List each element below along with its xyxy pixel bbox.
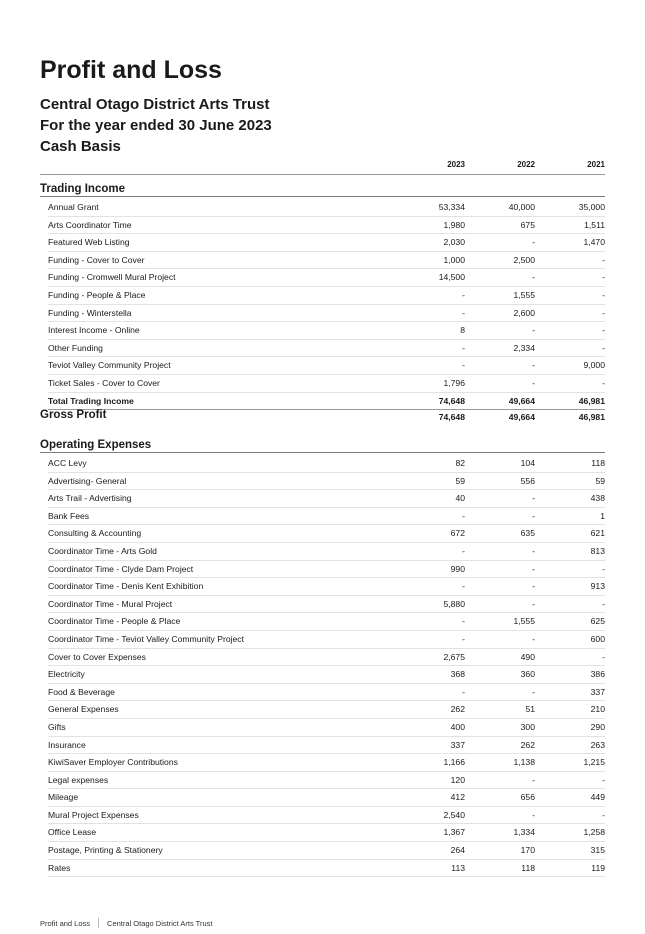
- table-row: [48, 666, 605, 684]
- value-2023: -: [462, 510, 465, 521]
- table-row: [48, 842, 605, 860]
- value-2023: 412: [450, 792, 465, 803]
- value-2022: -: [532, 377, 535, 388]
- value-2023: 8: [460, 325, 465, 336]
- value-2023: 2,030: [443, 237, 465, 248]
- row-label: Coordinator Time - People & Place: [48, 616, 181, 627]
- value-2022: -: [532, 581, 535, 592]
- table-row: [48, 473, 605, 491]
- row-label: Cover to Cover Expenses: [48, 651, 146, 662]
- gross-profit-2022: 49,664: [508, 412, 535, 422]
- table-row: [48, 305, 605, 323]
- row-label: Rates: [48, 862, 71, 873]
- value-2023: -: [462, 616, 465, 627]
- value-2021: -: [602, 563, 605, 574]
- organisation-name: Central Otago District Arts Trust: [40, 96, 270, 113]
- row-label: Funding - Cover to Cover: [48, 254, 145, 265]
- value-2022: 2,334: [513, 342, 535, 353]
- table-row: [48, 860, 605, 878]
- row-label: Funding - People & Place: [48, 289, 146, 300]
- value-2022: 262: [520, 739, 535, 750]
- value-2022: 675: [520, 219, 535, 230]
- table-row: [48, 252, 605, 270]
- value-2023: -: [462, 545, 465, 556]
- footer-organisation: Central Otago District Arts Trust: [107, 919, 213, 928]
- value-2022: -: [532, 686, 535, 697]
- table-row: [48, 631, 605, 649]
- table-row: [48, 561, 605, 579]
- table-row: [48, 455, 605, 473]
- value-2023: 40: [455, 493, 465, 504]
- table-row: [48, 508, 605, 526]
- value-2021: 813: [590, 545, 605, 556]
- value-2022: 1,138: [513, 757, 535, 768]
- value-2021: 1,470: [583, 237, 605, 248]
- table-row: [48, 490, 605, 508]
- value-2023: 1,166: [443, 757, 465, 768]
- value-2023: -: [462, 289, 465, 300]
- table-row: [48, 199, 605, 217]
- value-2021: 1: [600, 510, 605, 521]
- value-2023: 2,540: [443, 809, 465, 820]
- table-row: [48, 824, 605, 842]
- table-row: [48, 269, 605, 287]
- table-row: [48, 340, 605, 358]
- value-2021: -: [602, 289, 605, 300]
- value-2022: -: [532, 272, 535, 283]
- value-2022: -: [532, 633, 535, 644]
- report-basis: Cash Basis: [40, 138, 121, 155]
- row-label: Office Lease: [48, 827, 97, 838]
- value-2023: -: [462, 686, 465, 697]
- value-2021: 118: [591, 458, 605, 468]
- value-2021: 35,000: [578, 202, 605, 212]
- row-label: KiwiSaver Employer Contributions: [48, 757, 178, 768]
- row-label: Arts Trail - Advertising: [48, 493, 132, 504]
- row-label: Coordinator Time - Arts Gold: [48, 545, 157, 556]
- footer-report-name: Profit and Loss: [40, 919, 91, 928]
- value-2022: -: [532, 774, 535, 785]
- row-label: Gifts: [48, 721, 66, 732]
- value-2023: 53,334: [438, 202, 465, 212]
- row-label: Mileage: [48, 792, 79, 803]
- row-label: Electricity: [48, 669, 85, 680]
- value-2021: 625: [590, 616, 605, 627]
- row-label: Food & Beverage: [48, 686, 115, 697]
- value-2021: 337: [590, 686, 605, 697]
- value-2021: 210: [590, 704, 605, 715]
- total-2021: 46,981: [578, 395, 605, 406]
- value-2021: -: [602, 651, 605, 662]
- row-label: Funding - Winterstella: [48, 307, 132, 318]
- table-row: [48, 543, 605, 561]
- gross-profit-label: Gross Profit: [40, 409, 107, 421]
- value-2022: 104: [520, 458, 535, 468]
- value-2021: 386: [590, 669, 605, 680]
- value-2023: -: [462, 307, 465, 318]
- value-2022: -: [532, 237, 535, 248]
- value-2022: 1,334: [513, 827, 535, 838]
- value-2021: 263: [590, 739, 605, 750]
- value-2022: 490: [520, 651, 535, 662]
- value-2021: 9,000: [583, 360, 605, 371]
- value-2022: 360: [520, 669, 535, 680]
- row-label: Arts Coordinator Time: [48, 219, 132, 230]
- value-2022: 51: [525, 704, 535, 715]
- value-2023: 1,000: [443, 254, 465, 265]
- trading-income-table: [48, 199, 605, 410]
- table-row: [48, 322, 605, 340]
- row-label: Ticket Sales - Cover to Cover: [48, 377, 160, 388]
- value-2023: 59: [455, 475, 465, 486]
- value-2021: -: [602, 774, 605, 785]
- table-row: [48, 287, 605, 305]
- value-2023: 368: [450, 669, 465, 680]
- value-2021: 438: [590, 493, 605, 504]
- value-2021: -: [602, 325, 605, 336]
- value-2023: -: [462, 360, 465, 371]
- row-label: Advertising- General: [48, 475, 127, 486]
- value-2021: -: [602, 342, 605, 353]
- value-2022: -: [532, 510, 535, 521]
- value-2021: 290: [590, 721, 605, 732]
- value-2023: 337: [450, 739, 465, 750]
- row-label: Bank Fees: [48, 510, 90, 521]
- value-2023: 2,675: [443, 651, 465, 662]
- row-label: Other Funding: [48, 342, 103, 353]
- row-label: Annual Grant: [48, 202, 99, 212]
- table-row: [48, 525, 605, 543]
- value-2021: 913: [590, 581, 605, 592]
- value-2021: 315: [590, 845, 605, 856]
- value-2021: -: [602, 254, 605, 265]
- value-2021: 449: [590, 792, 605, 803]
- row-label: Interest Income - Online: [48, 325, 140, 336]
- value-2023: 120: [450, 774, 465, 785]
- table-row: [48, 578, 605, 596]
- total-row: [48, 393, 605, 411]
- trading-income-heading: Trading Income: [40, 183, 605, 197]
- operating-expenses-table: [48, 455, 605, 877]
- footer-divider: [98, 918, 99, 928]
- value-2023: 82: [455, 458, 465, 468]
- row-label: General Expenses: [48, 704, 119, 715]
- value-2022: 2,500: [513, 254, 535, 265]
- row-label: Mural Project Expenses: [48, 809, 139, 820]
- value-2022: -: [532, 360, 535, 371]
- value-2023: 990: [450, 563, 465, 574]
- row-label: Teviot Valley Community Project: [48, 360, 171, 371]
- value-2022: 1,555: [513, 289, 535, 300]
- value-2022: 556: [520, 475, 535, 486]
- value-2021: 621: [590, 528, 605, 539]
- value-2022: -: [532, 563, 535, 574]
- value-2021: 59: [595, 475, 605, 486]
- value-2022: -: [532, 545, 535, 556]
- table-row: [48, 789, 605, 807]
- table-row: [48, 613, 605, 631]
- row-label: Coordinator Time - Clyde Dam Project: [48, 563, 194, 574]
- gross-profit-2023: 74,648: [438, 412, 465, 422]
- value-2021: -: [602, 809, 605, 820]
- page-footer: [40, 918, 212, 928]
- value-2022: 635: [520, 528, 535, 539]
- value-2023: 1,796: [443, 377, 465, 388]
- value-2023: -: [462, 581, 465, 592]
- table-row: [48, 234, 605, 252]
- value-2021: -: [602, 307, 605, 318]
- report-title: Profit and Loss: [40, 56, 222, 84]
- value-2022: 2,600: [513, 307, 535, 318]
- value-2022: 40,000: [508, 202, 535, 212]
- row-label: Insurance: [48, 739, 86, 750]
- value-2023: 672: [450, 528, 465, 539]
- gross-profit-2021: 46,981: [578, 412, 605, 422]
- row-label: Postage, Printing & Stationery: [48, 845, 163, 856]
- table-row: [48, 357, 605, 375]
- value-2021: 119: [591, 862, 605, 873]
- value-2022: -: [532, 493, 535, 504]
- table-row: [48, 701, 605, 719]
- value-2021: 1,511: [584, 219, 605, 230]
- table-row: [48, 217, 605, 235]
- report-period: For the year ended 30 June 2023: [40, 117, 272, 134]
- table-row: [48, 649, 605, 667]
- value-2022: 170: [520, 845, 535, 856]
- row-label: Legal expenses: [48, 774, 109, 785]
- table-row: [48, 375, 605, 393]
- table-row: [48, 596, 605, 614]
- operating-expenses-heading: Operating Expenses: [40, 439, 605, 453]
- value-2023: 1,367: [443, 827, 465, 838]
- year-header-2022: 2022: [517, 160, 535, 169]
- value-2021: -: [602, 377, 605, 388]
- table-row: [48, 719, 605, 737]
- table-row: [48, 684, 605, 702]
- year-column-headers: [40, 160, 605, 175]
- value-2023: 14,500: [438, 272, 465, 283]
- value-2023: 1,980: [443, 219, 465, 230]
- value-2023: 400: [450, 721, 465, 732]
- value-2023: 113: [451, 862, 465, 873]
- gross-profit-row: [40, 409, 605, 427]
- row-label: Coordinator Time - Teviot Valley Community Project: [48, 633, 244, 644]
- row-label: Coordinator Time - Denis Kent Exhibition: [48, 581, 204, 592]
- value-2021: -: [602, 598, 605, 609]
- row-label: Consulting & Accounting: [48, 528, 142, 539]
- value-2022: -: [532, 325, 535, 336]
- value-2021: 600: [590, 633, 605, 644]
- table-row: [48, 807, 605, 825]
- value-2023: -: [462, 633, 465, 644]
- value-2022: 300: [520, 721, 535, 732]
- year-header-2023: 2023: [447, 160, 465, 169]
- value-2022: 118: [521, 862, 535, 873]
- value-2023: 264: [450, 845, 465, 856]
- value-2021: 1,215: [583, 757, 605, 768]
- row-label: Coordinator Time - Mural Project: [48, 598, 173, 609]
- year-header-2021: 2021: [587, 160, 605, 169]
- table-row: [48, 772, 605, 790]
- value-2023: 5,880: [443, 598, 465, 609]
- total-2023: 74,648: [438, 395, 465, 406]
- table-row: [48, 754, 605, 772]
- value-2021: -: [602, 272, 605, 283]
- value-2022: -: [532, 598, 535, 609]
- total-label: Total Trading Income: [48, 395, 134, 406]
- value-2022: 656: [520, 792, 535, 803]
- value-2022: -: [532, 809, 535, 820]
- value-2021: 1,258: [583, 827, 605, 838]
- row-label: Featured Web Listing: [48, 237, 130, 248]
- row-label: ACC Levy: [48, 458, 87, 468]
- value-2023: 262: [450, 704, 465, 715]
- value-2023: -: [462, 342, 465, 353]
- table-row: [48, 737, 605, 755]
- total-2022: 49,664: [508, 395, 535, 406]
- value-2022: 1,555: [513, 616, 535, 627]
- row-label: Funding - Cromwell Mural Project: [48, 272, 176, 283]
